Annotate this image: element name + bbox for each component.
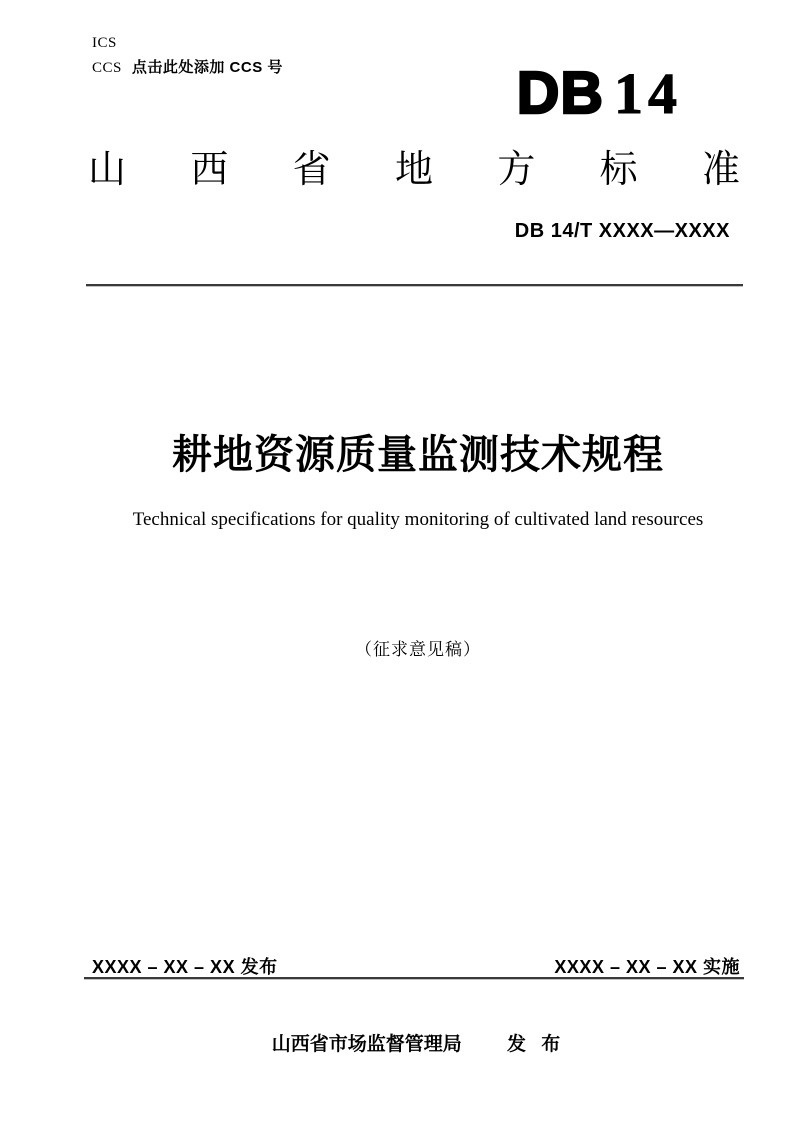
standard-type-title <box>88 149 740 193</box>
standard-name-char: 标 <box>599 149 638 191</box>
ccs-line <box>92 60 283 76</box>
logo-db-letters: DB <box>516 60 604 126</box>
footer-divider-line <box>84 977 744 980</box>
implementation-date: XXXX – XX – XX 实施 <box>554 957 740 977</box>
ics-label: ICS <box>92 35 117 51</box>
title-english: Technical specifications for quality monitoring of cultivated land resources <box>132 509 704 530</box>
issue-date: XXXX – XX – XX 发布 <box>92 957 278 977</box>
standard-name-char: 西 <box>190 149 229 191</box>
db14-logo <box>516 60 682 126</box>
standard-name-char: 准 <box>701 149 740 191</box>
standard-name-char: 地 <box>394 149 433 191</box>
dates-row <box>92 953 740 979</box>
standard-name-char: 省 <box>292 149 331 191</box>
publisher-row <box>88 1032 744 1059</box>
logo-region-number: 14 <box>614 61 682 126</box>
classification-block <box>92 36 283 76</box>
standard-name-char: 方 <box>497 149 536 191</box>
title-chinese: 耕地资源质量监测技术规程 <box>172 433 664 477</box>
ccs-label: CCS <box>92 60 122 76</box>
publish-action-label: 发 布 <box>507 1034 561 1055</box>
ccs-placeholder: 点击此处添加 CCS 号 <box>131 59 283 76</box>
draft-status-note: （征求意见稿） <box>355 640 481 659</box>
publisher-name: 山西省市场监督管理局 <box>271 1034 462 1055</box>
header-divider-line <box>86 284 743 287</box>
standard-name-char: 山 <box>88 149 127 191</box>
document-number: DB 14/T XXXX—XXXX <box>514 220 730 242</box>
